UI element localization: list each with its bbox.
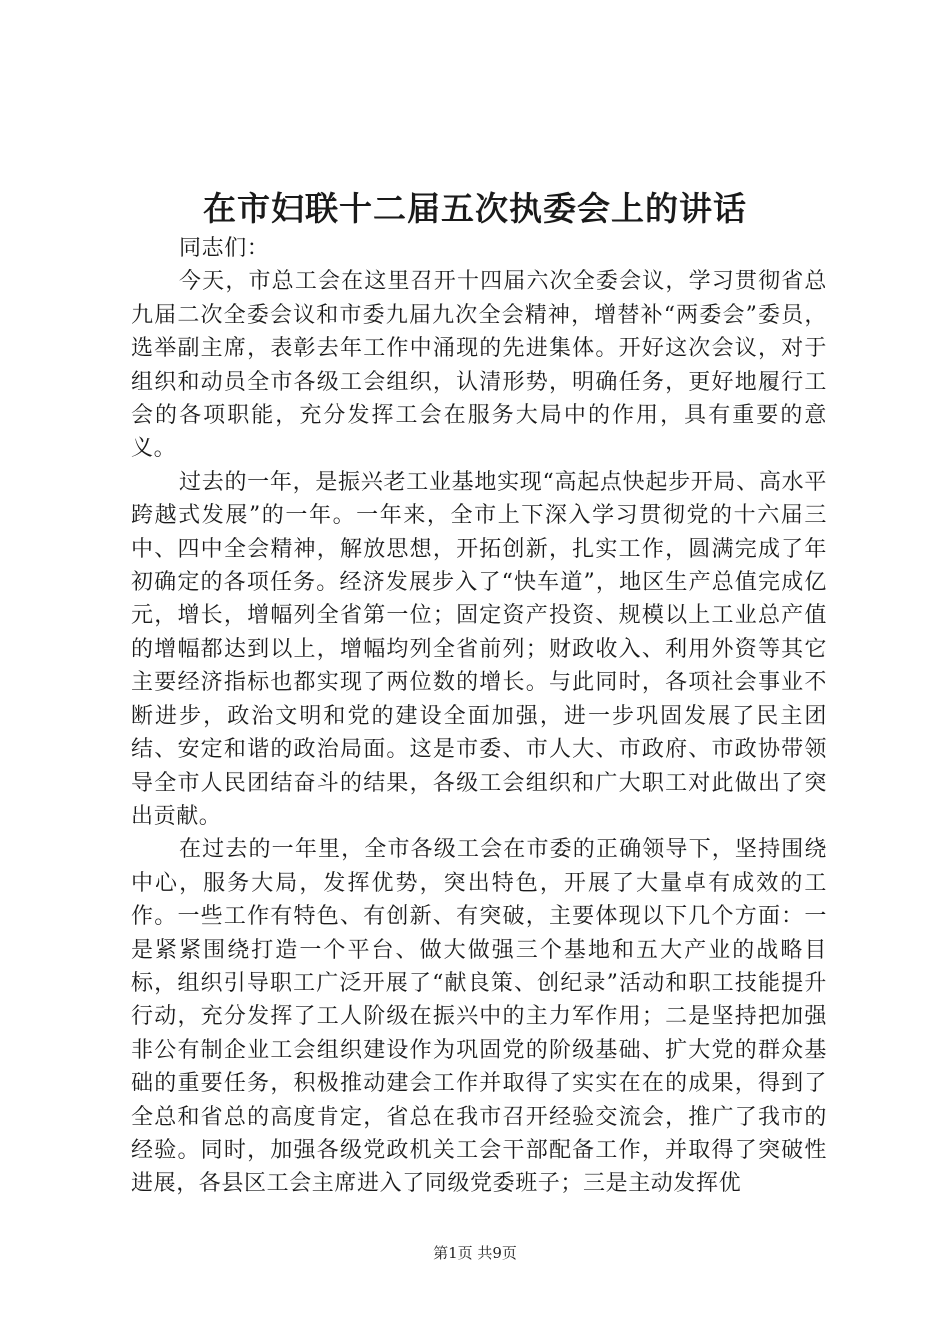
- paragraph: 过去的一年，是振兴老工业基地实现“高起点快起步开局、高水平跨越式发展”的一年。一年来，全市上下深入学习贯彻党的十六届三中、四中全会精神，解放思想，开拓创新，扎实工作，圆满完成了年初确定的各项任务。经济发展步入了“快车道”，地区生产总值完成亿元，增长，增幅列全省第一位；固定资产投资、规模以上工业总产值的增幅都达到以上，增幅均列全省前列；财政收入、利用外资等其它主要经济指标也都实现了两位数的增长。与此同时，各项社会事业不断进步，政治文明和党的建设全面加强，进一步巩固发展了民主团结、安定和谐的政治局面。这是市委、市人大、市政府、市政协带领导全市人民团结奋斗的结果，各级工会组织和广大职工对此做出了突出贡献。: [131, 469, 827, 829]
- document-title: 在市妇联十二届五次执委会上的讲话: [203, 189, 747, 228]
- page-number-footer: 第1页 共9页: [433, 1244, 517, 1262]
- salutation: 同志们：: [179, 236, 270, 261]
- document-body: [131, 232, 827, 1201]
- paragraph: 在过去的一年里，全市各级工会在市委的正确领导下，坚持围绕中心，服务大局，发挥优势，突出特色，开展了大量卓有成效的工作。一些工作有特色、有创新、有突破，主要体现以下几个方面：一是紧紧围绕打造一个平台、做大做强三个基地和五大产业的战略目标，组织引导职工广泛开展了“献良策、创纪录”活动和职工技能提升行动，充分发挥了工人阶级在振兴中的主力军作用；二是坚持把加强非公有制企业工会组织建设作为巩固党的阶级基础、扩大党的群众基础的重要任务，积极推动建会工作并取得了实实在在的成果，得到了全总和省总的高度肯定，省总在我市召开经验交流会，推广了我市的经验。同时，加强各级党政机关工会干部配备工作，并取得了突破性进展，各县区工会主席进入了同级党委班子；三是主动发挥优: [131, 837, 827, 1197]
- paragraph: 今天，市总工会在这里召开十四届六次全委会议，学习贯彻省总九届二次全委会议和市委九届九次全会精神，增替补“两委会”委员，选举副主席，表彰去年工作中涌现的先进集体。开好这次会议，对于组织和动员全市各级工会组织，认清形势，明确任务，更好地履行工会的各项职能，充分发挥工会在服务大局中的作用，具有重要的意义。: [131, 269, 827, 462]
